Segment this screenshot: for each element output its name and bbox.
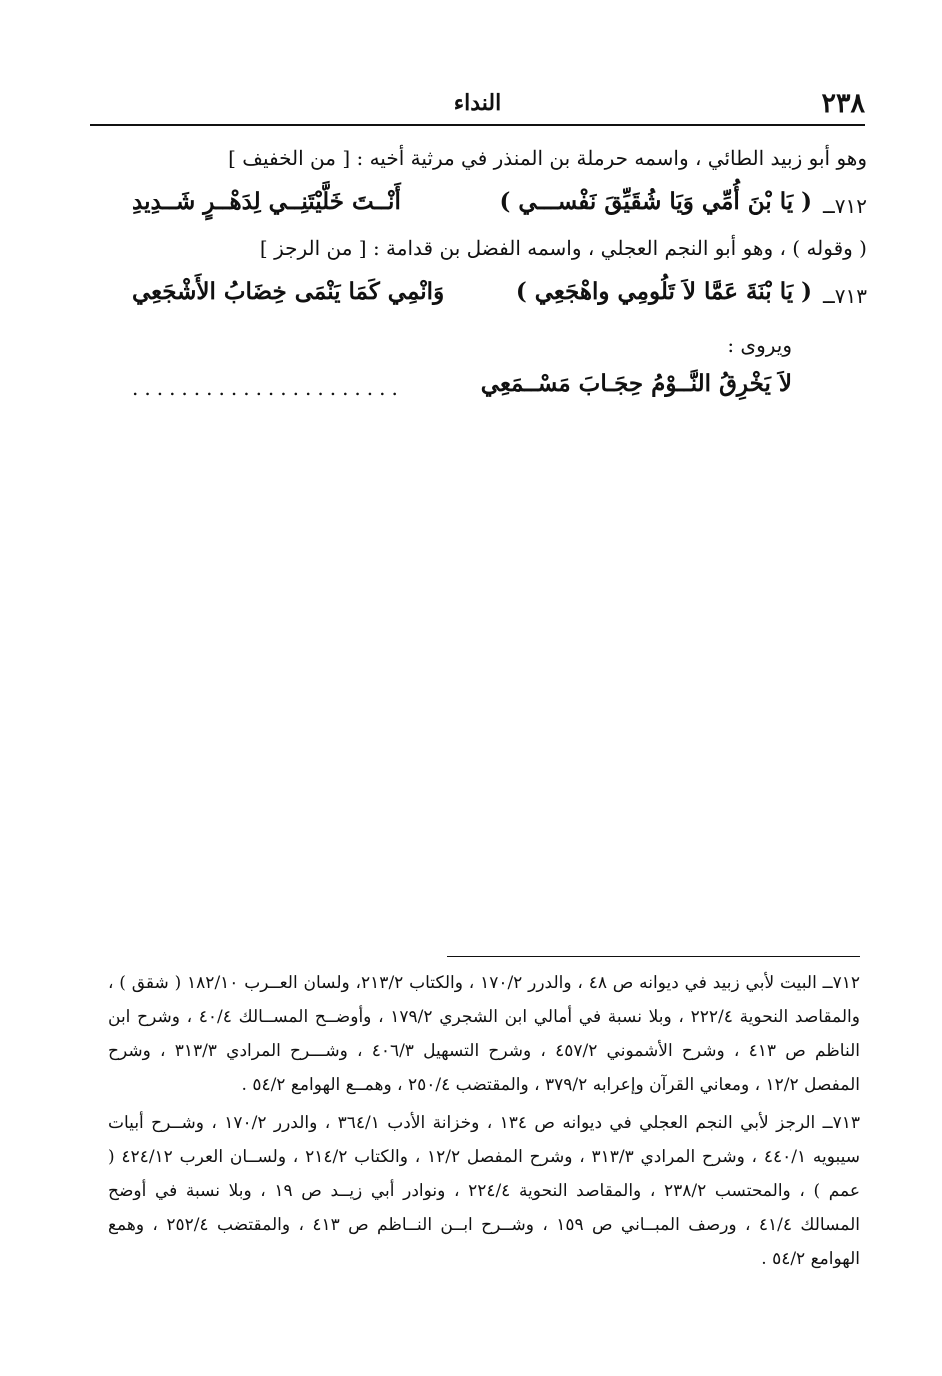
verse-hemistich-second: أَنْــتَ خَلَّيْتَنِــي لِدَهْــرٍ شَــدِيدِ (132, 188, 401, 215)
verse-hemistich-first: ( يَا بْنَ أُمِّي وَيَا شُقَيِّقَ نَفْســـي ) (499, 188, 812, 215)
verse-hemistich-first: ( يَا بْنَةَ عَمَّا لاَ تَلُومِي واهْجَعِي ) (515, 278, 812, 305)
variant-dots: ...................... (132, 376, 404, 400)
page-number: ٢٣٨ (821, 88, 865, 119)
footnote-712: ٧١٢ــ البيت لأبي زبيد في ديوانه ص ٤٨ ، والدرر ١٧٠/٢ ، والكتاب ٢١٣/٢، ولسان العــرب ١٨٢/١٠ ( شقق ) ، والمقاصد النحوية ٢٢٢/٤ ، وبلا نسبة في أمالي ابن الشجري ١٧٩/٢ ، وأوضــح المســالك ٤٠/٤ ، وشرح ابن الناظم ص ٤١٣ ، وشرح الأشموني ٤٥٧/٢ ، وشرح التسهيل ٤٠٦/٣ ، وشـــرح المرادي ٣١٣/٣ ، وشرح المفصل ١٢/٢ ، ومعاني القرآن وإعرابه ٣٧٩/٢ ، والمقتضب ٢٥٠/٤ ، وهمــع الهوامع ٥٤/٢ . (108, 973, 861, 1095)
verse-hemistich-second: وَانْمِي كَمَا يَنْمَى خِضَابُ الأَشْجَعِي (132, 278, 445, 305)
variant-label: ويروى : (727, 333, 792, 357)
page-header (90, 88, 865, 126)
intro-line-713: ( وقوله ) ، وهو أبو النجم العجلي ، واسمه الفضل بن قدامة : [ من الرجز ] (259, 236, 867, 260)
intro-line-712: وهو أبو زبيد الطائي ، واسمه حرملة بن المنذر في مرثية أخيه : [ من الخفيف ] (228, 146, 867, 170)
verse-number: ٧١٢ــ (823, 194, 867, 218)
footnotes (108, 966, 860, 1276)
footnote-divider (447, 956, 860, 957)
running-title: النداء (453, 90, 502, 116)
verse-number: ٧١٣ــ (823, 284, 867, 308)
verse-713 (132, 278, 867, 318)
variant-hemistich: لاَ يَخْرِقُ النَّــوْمُ حِجَـابَ مَسْــمَعِي (480, 370, 792, 397)
footnote-713: ٧١٣ــ الرجز لأبي النجم العجلي في ديوانه ص ١٣٤ ، وخزانة الأدب ٣٦٤/١ ، والدرر ١٧٠/٢ ، وشــرح أبيات سيبويه ٤٤٠/١ ، وشرح المرادي ٣١٣/٣ ، وشرح المفصل ١٢/٢ ، والكتاب ٢١٤/٢ ، ولســان العرب ٤٢٤/١٢ ( عمم ) ، والمحتسب ٢٣٨/٢ ، والمقاصد النحوية ٢٢٤/٤ ، ونوادر أبي زيــد ص ١٩ ، وبلا نسبة في أوضح المسالك ٤١/٤ ، ورصف المبــاني ص ١٥٩ ، وشــرح ابــن النــاظم ص ٤١٣ ، والمقتضب ٢٥٢/٤ ، وهمع الهوامع ٥٤/٢ . (108, 1113, 861, 1269)
verse-712 (132, 188, 867, 228)
